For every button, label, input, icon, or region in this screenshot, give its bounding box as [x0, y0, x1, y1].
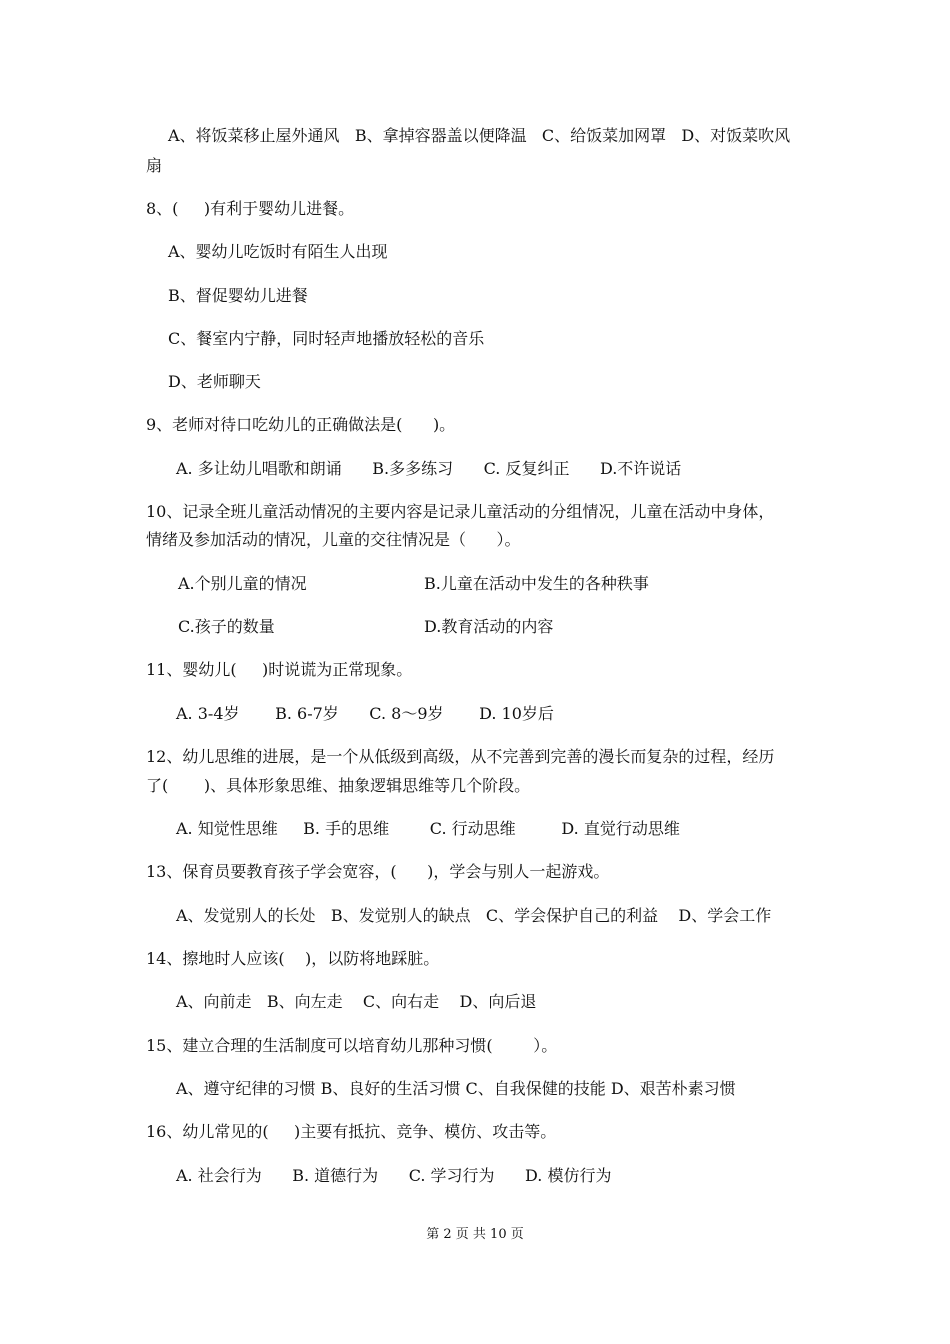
q10-option-c: C.孩子的数量 [178, 617, 275, 636]
q12-options: A. 知觉性思维 B. 手的思维 C. 行动思维 D. 直觉行动思维 [176, 819, 680, 838]
q13-options: A、发觉别人的长处 B、发觉别人的缺点 C、学会保护自己的利益 D、学会工作 [176, 906, 772, 925]
q14-options: A、向前走 B、向左走 C、向右走 D、向后退 [176, 992, 537, 1011]
q9-question: 9、老师对待口吃幼儿的正确做法是( )。 [146, 415, 456, 434]
q13-question: 13、保育员要教育孩子学会宽容，( )，学会与别人一起游戏。 [146, 862, 610, 881]
q16-question: 16、幼儿常见的( )主要有抵抗、竞争、模仿、攻击等。 [146, 1122, 557, 1141]
q14-question: 14、擦地时人应该( )，以防将地踩脏。 [146, 949, 440, 968]
q10-option-a: A.个别儿童的情况 [178, 574, 307, 593]
q9-options: A. 多让幼儿唱歌和朗诵 B.多多练习 C. 反复纠正 D.不许说话 [176, 459, 682, 478]
q8-question: 8、( )有利于婴幼儿进餐。 [146, 199, 355, 218]
q16-options: A. 社会行为 B. 道德行为 C. 学习行为 D. 模仿行为 [176, 1166, 612, 1185]
q15-question: 15、建立合理的生活制度可以培育幼儿那种习惯( ）。 [146, 1036, 558, 1055]
q7-options-line2: 扇 [146, 156, 163, 175]
q8-option-b: B、督促婴幼儿进餐 [168, 286, 308, 305]
page-footer: 第 2 页 共 10 页 [426, 1227, 524, 1242]
q10-option-b: B.儿童在活动中发生的各种秩事 [424, 574, 649, 593]
q15-options: A、遵守纪律的习惯 B、良好的生活习惯 C、自我保健的技能 D、艰苦朴素习惯 [176, 1079, 736, 1098]
q12-question-line1: 12、幼儿思维的进展，是一个从低级到高级，从不完善到完善的漫长而复杂的过程，经历 [146, 747, 775, 766]
q10-option-d: D.教育活动的内容 [424, 617, 554, 636]
q12-question-line2: 了( )、具体形象思维、抽象逻辑思维等几个阶段。 [146, 776, 531, 795]
q8-option-a: A、婴幼儿吃饭时有陌生人出现 [168, 242, 388, 261]
q10-question-line2: 情绪及参加活动的情况，儿童的交往情况是（ ）。 [146, 530, 521, 549]
q7-options-line1: A、将饭菜移止屋外通风 B、拿掉容器盖以便降温 C、给饭菜加网罩 D、对饭菜吹风 [168, 126, 791, 145]
q8-option-d: D、老师聊天 [168, 372, 261, 391]
q10-question-line1: 10、记录全班儿童活动情况的主要内容是记录儿童活动的分组情况，儿童在活动中身体， [146, 502, 775, 521]
q11-options: A. 3-4岁 B. 6-7岁 C. 8～9岁 D. 10岁后 [176, 704, 554, 723]
q8-option-c: C、餐室内宁静，同时轻声地播放轻松的音乐 [168, 329, 485, 348]
q11-question: 11、婴幼儿( )时说谎为正常现象。 [146, 660, 413, 679]
